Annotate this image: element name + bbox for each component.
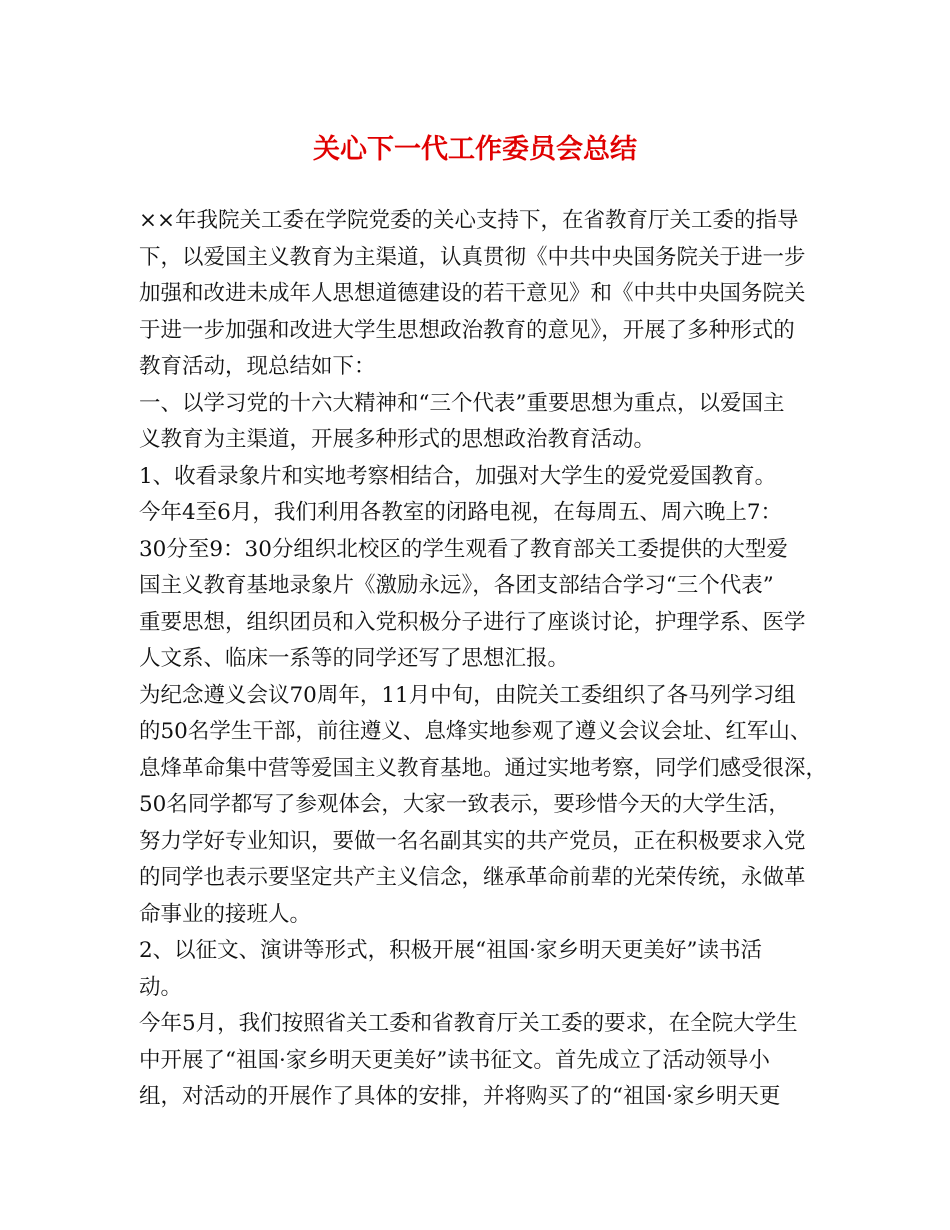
body-line: 加强和改进未成年人思想道德建设的若干意见》和《中共中央国务院关 <box>139 281 806 306</box>
body-line: 今年4至6月，我们利用各教室的闭路电视，在每周五、周六晚上7： <box>139 500 783 525</box>
document-body <box>139 203 828 1116</box>
body-line: 30分至9：30分组织北校区的学生观看了教育部关工委提供的大型爱 <box>139 536 788 562</box>
body-line: ××年我院关工委在学院党委的关心支持下，在省教育厅关工委的指导 <box>139 208 799 233</box>
body-line: 的50名学生干部，前往遵义、息烽实地参观了遵义会议会址、红军山、 <box>139 719 812 744</box>
document-title: 关心下一代工作委员会总结 <box>313 134 637 165</box>
subsection-heading: 1、收看录象片和实地考察相结合，加强对大学生的爱党爱国教育。 <box>139 463 777 489</box>
body-line: 为纪念遵义会议70周年，11月中旬，由院关工委组织了各马列学习组 <box>139 682 796 708</box>
body-line: 努力学好专业知识，要做一名名副其实的共产党员，正在积极要求入党 <box>139 828 806 854</box>
subsection-heading: 2、以征文、演讲等形式，积极开展“祖国·家乡明天更美好”读书活 <box>139 938 762 963</box>
body-line: 教育活动，现总结如下： <box>139 354 376 379</box>
section-heading: 一、以学习党的十六大精神和“三个代表”重要思想为重点，以爱国主 <box>139 390 785 416</box>
body-line: 国主义教育基地录象片《激励永远》，各团支部结合学习“三个代表” <box>139 573 774 598</box>
body-line: 命事业的接班人。 <box>139 901 312 927</box>
body-line: 今年5月，我们按照省关工委和省教育厅关工委的要求，在全院大学生 <box>139 1011 798 1036</box>
body-line: 的同学也表示要坚定共产主义信念，继承革命前辈的光荣传统，永做革 <box>139 865 806 890</box>
body-line: 中开展了“祖国·家乡明天更美好”读书征文。首先成立了活动领导小 <box>139 1047 770 1073</box>
body-line: 人文系、临床一系等的同学还写了思想汇报。 <box>139 646 570 671</box>
body-line: 息烽革命集中营等爱国主义教育基地。通过实地考察，同学们感受很深， <box>139 755 828 781</box>
body-line: 重要思想，组织团员和入党积极分子进行了座谈讨论，护理学系、医学 <box>139 609 806 635</box>
body-line: 50名同学都写了参观体会，大家一致表示，要珍惜今天的大学生活， <box>139 792 790 817</box>
section-heading: 义教育为主渠道，开展多种形式的思想政治教育活动。 <box>139 427 656 452</box>
subsection-heading: 动。 <box>139 974 183 1000</box>
body-line: 于进一步加强和改进大学生思想政治教育的意见》，开展了多种形式的 <box>139 317 795 343</box>
body-line: 组，对活动的开展作了具体的安排，并将购买了的“祖国·家乡明天更 <box>139 1084 781 1109</box>
body-line: 下，以爱国主义教育为主渠道，认真贯彻《中共中央国务院关于进一步 <box>139 244 806 270</box>
